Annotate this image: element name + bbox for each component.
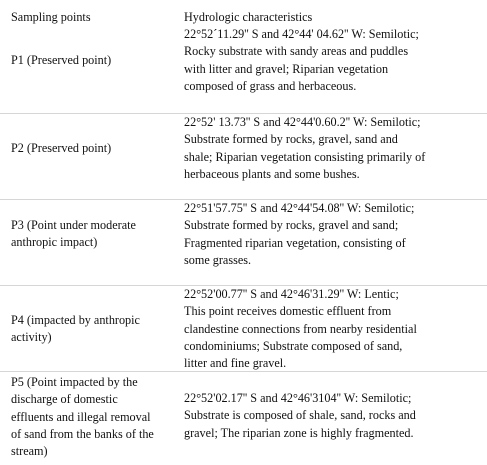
hydrologic-line: Rocky substrate with sandy areas and puddles xyxy=(184,44,409,59)
hydrologic-cell xyxy=(184,26,487,114)
sampling-point-cell xyxy=(0,26,184,114)
sampling-point-line: P4 (impacted by anthropic xyxy=(11,313,140,327)
hydrologic-line: Substrate formed by rocks, gravel, sand and xyxy=(184,132,398,147)
table-row xyxy=(0,286,487,372)
hydrologic-line: Substrate formed by rocks, gravel and sand; xyxy=(184,218,399,233)
hydrologic-line: 22°51'57.75'' S and 42°44'54.08'' W: Semilotic; xyxy=(184,201,415,215)
hydrologic-line: 22°52´11.29'' S and 42°44' 04.62'' W: Semilotic; xyxy=(184,27,419,41)
hydrologic-line: 22°52'00.77'' S and 42°46'31.29'' W: Lentic; xyxy=(184,287,399,301)
table-row xyxy=(0,200,487,286)
hydrologic-line: shale; Riparian vegetation consisting primarily of xyxy=(184,149,426,164)
hydrologic-line: 22°52'02.17'' S and 42°46'3104'' W: Semilotic; xyxy=(184,391,412,405)
sampling-point-line: of sand from the banks of the xyxy=(11,426,154,441)
sampling-point-line: effluents and illegal removal xyxy=(11,409,151,424)
hydrologic-line: Fragmented riparian vegetation, consisting of xyxy=(184,235,406,250)
sampling-point-line: anthropic impact) xyxy=(11,235,98,250)
hydrologic-line: 22°52' 13.73'' S and 42°44'0.60.2'' W: Semilotic; xyxy=(184,115,421,129)
sampling-point-cell xyxy=(0,372,184,465)
hydrologic-line: gravel; The riparian zone is highly fragmented. xyxy=(184,425,414,440)
hydrologic-cell xyxy=(184,200,487,286)
table-header-row xyxy=(0,8,487,26)
hydrologic-cell xyxy=(184,114,487,200)
hydrologic-line: clandestine connections from nearby residential xyxy=(184,321,417,336)
hydrologic-cell xyxy=(184,286,487,372)
table-row xyxy=(0,114,487,200)
hydrologic-cell xyxy=(184,372,487,465)
sampling-point-line: P2 (Preserved point) xyxy=(11,141,112,155)
header-hydrologic-characteristics: Hydrologic characteristics xyxy=(184,10,313,24)
hydrologic-line: This point receives domestic effluent from xyxy=(184,304,392,319)
header-sampling-points: Sampling points xyxy=(11,10,91,24)
sampling-point-line: activity) xyxy=(11,330,52,345)
sampling-point-cell xyxy=(0,114,184,200)
hydrologic-line: litter and fine gravel. xyxy=(184,356,287,371)
sampling-point-line: stream) xyxy=(11,444,48,459)
hydrologic-line: composed of grass and herbaceous. xyxy=(184,78,357,93)
hydrologic-line: some grasses. xyxy=(184,252,252,267)
hydrologic-line: Substrate is composed of shale, sand, rocks and xyxy=(184,408,416,423)
hydrologic-line: herbaceous plants and some bushes. xyxy=(184,166,360,181)
hydrologic-line: condominiums; Substrate composed of sand, xyxy=(184,338,403,353)
sampling-point-cell xyxy=(0,286,184,372)
sampling-point-line: P1 (Preserved point) xyxy=(11,53,112,67)
sampling-point-line: discharge of domestic xyxy=(11,392,118,407)
table-row xyxy=(0,26,487,114)
sampling-point-line: P3 (Point under moderate xyxy=(11,218,136,232)
sampling-point-line: P5 (Point impacted by the xyxy=(11,375,138,389)
sampling-point-cell xyxy=(0,200,184,286)
table-row xyxy=(0,372,487,465)
hydrologic-line: with litter and gravel; Riparian vegetation xyxy=(184,61,389,76)
